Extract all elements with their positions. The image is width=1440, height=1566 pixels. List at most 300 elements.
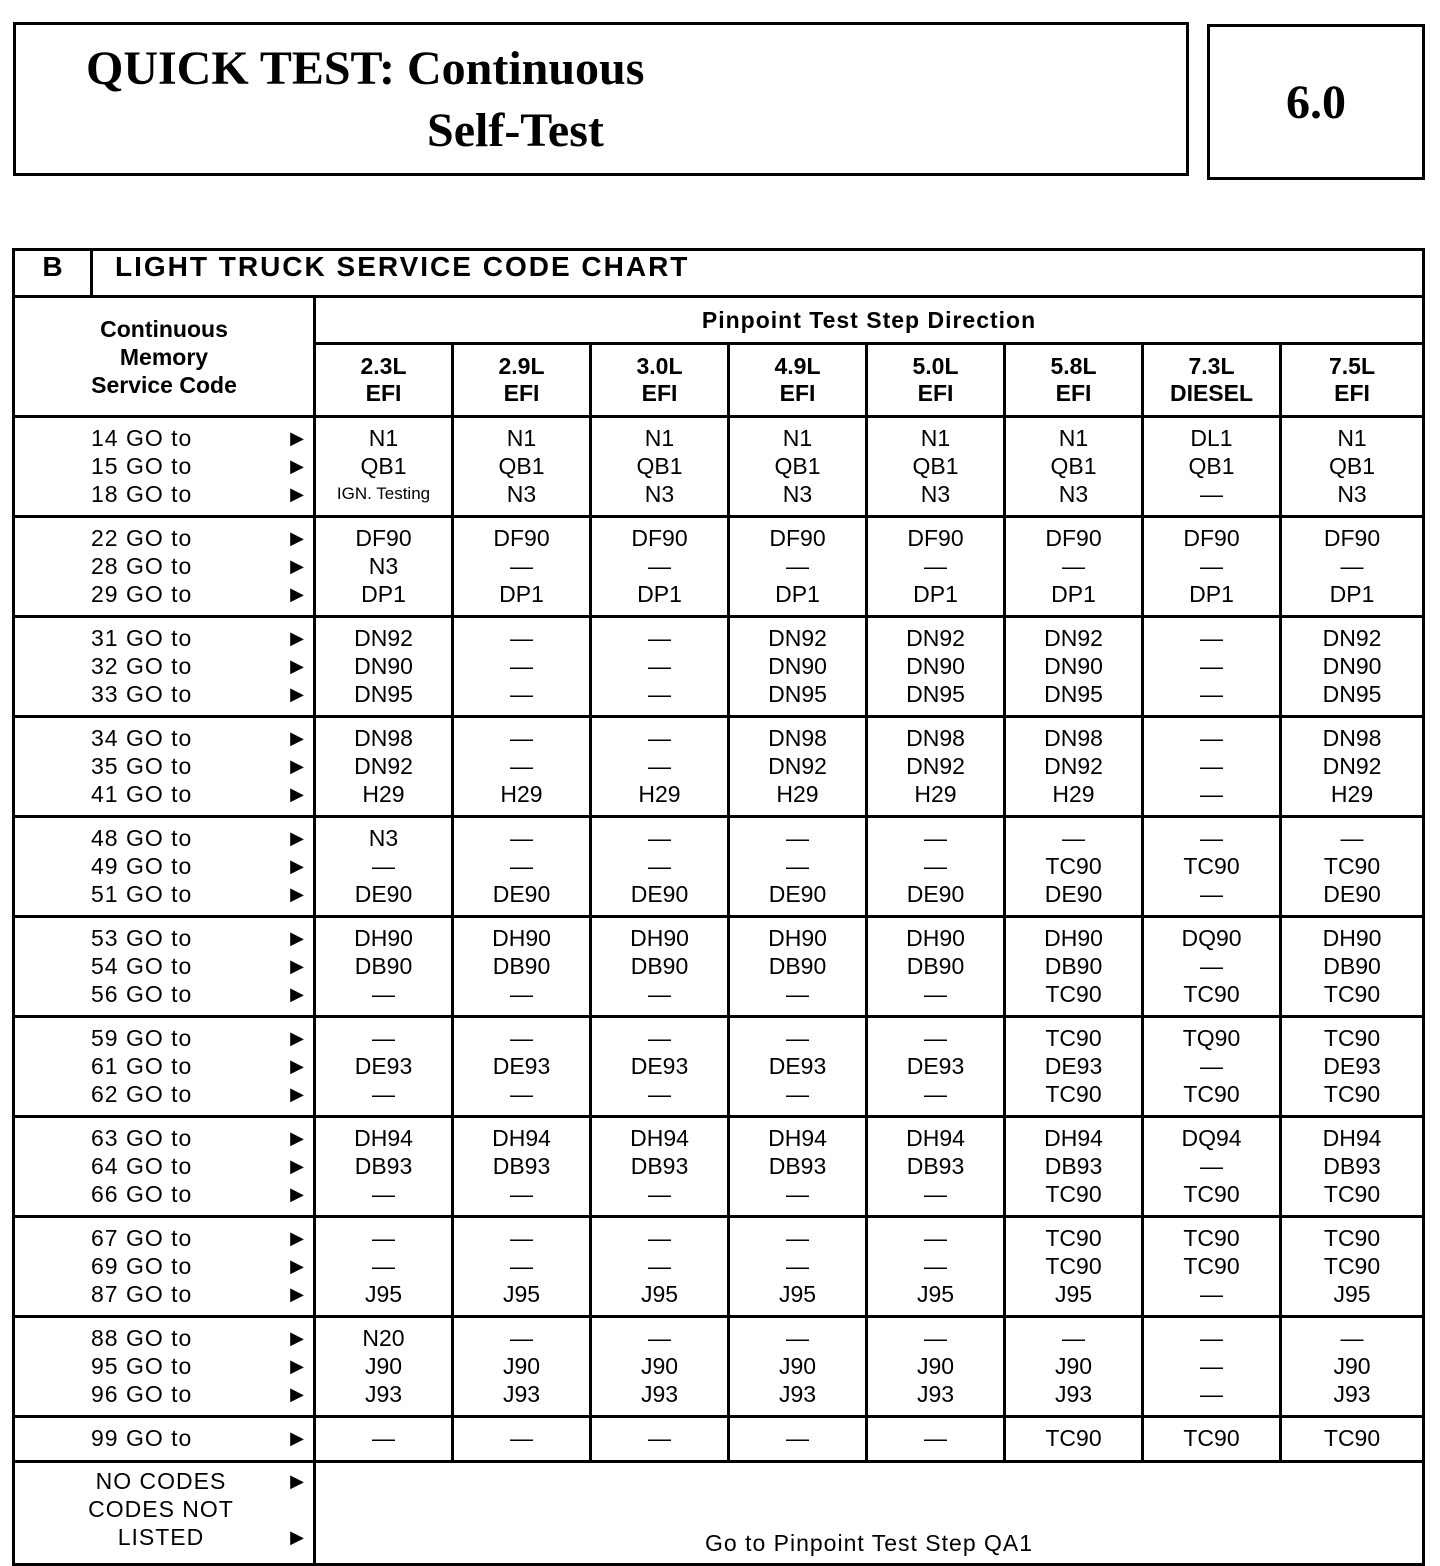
direction-value: — xyxy=(1200,753,1223,779)
direction-value: DE93 xyxy=(492,1053,551,1079)
direction-cell xyxy=(591,617,729,717)
direction-value: J95 xyxy=(364,1281,403,1307)
service-code-label: 41 GO to xyxy=(91,780,193,807)
direction-value: TC90 xyxy=(1183,1225,1240,1251)
engine-header-line: 2.3L xyxy=(360,353,407,379)
service-code-label: 31 GO to xyxy=(91,624,193,651)
direction-cell xyxy=(453,617,591,717)
direction-cell xyxy=(1143,917,1281,1017)
direction-cell xyxy=(453,917,591,1017)
direction-value: TC90 xyxy=(1183,981,1240,1007)
direction-value: N20 xyxy=(362,1325,405,1351)
direction-value: J93 xyxy=(364,1381,403,1407)
direction-value: DF90 xyxy=(355,525,412,551)
code-group-row xyxy=(14,917,1424,1017)
direction-cell xyxy=(1143,717,1281,817)
direction-value: TC90 xyxy=(1323,1425,1381,1451)
service-code-label: 51 GO to xyxy=(91,880,193,907)
service-code-line xyxy=(15,952,305,980)
direction-value: — xyxy=(786,1081,809,1107)
direction-value: — xyxy=(510,1181,533,1207)
direction-cell xyxy=(1281,517,1424,617)
direction-cell xyxy=(453,517,591,617)
direction-cell xyxy=(1281,917,1424,1017)
direction-cell xyxy=(453,817,591,917)
direction-value: DB93 xyxy=(1044,1153,1103,1179)
direction-cell xyxy=(729,717,867,817)
direction-value: QB1 xyxy=(912,453,959,479)
direction-cell xyxy=(453,1017,591,1117)
service-code-line xyxy=(15,1380,305,1408)
service-code-cell xyxy=(14,617,315,717)
arrow-right-icon: ▶ xyxy=(290,827,305,848)
direction-value: — xyxy=(1340,553,1364,579)
direction-cell xyxy=(729,1317,867,1417)
service-code-line xyxy=(15,680,305,708)
direction-value: DB90 xyxy=(630,953,689,979)
direction-cell xyxy=(1143,1417,1281,1462)
direction-value: — xyxy=(1062,825,1085,851)
direction-value: DP1 xyxy=(499,581,544,607)
direction-value: — xyxy=(1200,553,1223,579)
arrow-right-icon: ▶ xyxy=(290,1155,305,1176)
direction-value: DB90 xyxy=(1323,953,1381,979)
direction-value: DQ94 xyxy=(1181,1125,1242,1151)
direction-value: — xyxy=(924,1325,947,1351)
direction-value: DQ90 xyxy=(1181,925,1242,951)
arrow-right-icon: ▶ xyxy=(290,527,305,548)
direction-value: DH90 xyxy=(1044,925,1103,951)
arrow-right-icon: ▶ xyxy=(290,1055,305,1076)
direction-cell xyxy=(591,1317,729,1417)
direction-value: — xyxy=(1200,881,1223,907)
engine-header-line: EFI xyxy=(365,380,402,406)
direction-value: — xyxy=(786,1181,809,1207)
direction-cell xyxy=(453,1317,591,1417)
direction-cell xyxy=(1005,1417,1143,1462)
no-codes-cell xyxy=(14,1462,315,1565)
direction-cell xyxy=(591,917,729,1017)
arrow-right-icon: ▶ xyxy=(290,883,305,904)
direction-cell xyxy=(315,817,453,917)
direction-cell xyxy=(867,1017,1005,1117)
direction-cell xyxy=(315,1217,453,1317)
direction-value: J93 xyxy=(1054,1381,1093,1407)
direction-cell xyxy=(1281,417,1424,517)
direction-value: DB93 xyxy=(1323,1153,1381,1179)
direction-value: DE93 xyxy=(768,1053,827,1079)
service-code-label: 69 GO to xyxy=(91,1252,193,1279)
code-group-row xyxy=(14,1317,1424,1417)
arrow-right-icon: ▶ xyxy=(290,1027,305,1048)
direction-value: TC90 xyxy=(1045,1253,1102,1279)
direction-cell xyxy=(729,1117,867,1217)
direction-value: H29 xyxy=(914,781,957,807)
direction-value: TC90 xyxy=(1045,853,1102,879)
service-code-label: 87 GO to xyxy=(91,1280,193,1307)
direction-value: DN98 xyxy=(1044,725,1103,751)
no-codes-line xyxy=(15,1467,305,1495)
direction-value: DH94 xyxy=(492,1125,551,1151)
service-code-label: 66 GO to xyxy=(91,1180,193,1207)
memory-code-header xyxy=(14,297,315,417)
direction-value: — xyxy=(510,981,533,1007)
direction-cell xyxy=(1005,717,1143,817)
direction-cell xyxy=(729,617,867,717)
service-code-label: 22 GO to xyxy=(91,524,193,551)
direction-value: — xyxy=(924,853,947,879)
direction-value: J93 xyxy=(778,1381,817,1407)
direction-cell xyxy=(1005,1217,1143,1317)
service-code-line xyxy=(15,1280,305,1308)
no-codes-label: CODES NOT xyxy=(88,1495,234,1522)
direction-value: N1 xyxy=(1058,425,1089,451)
direction-value: — xyxy=(648,1081,671,1107)
arrow-right-icon: ▶ xyxy=(290,1355,305,1376)
engine-header xyxy=(729,344,867,417)
direction-value: — xyxy=(1200,953,1223,979)
direction-value: TC90 xyxy=(1045,1425,1102,1451)
direction-value: H29 xyxy=(638,781,681,807)
service-code-cell xyxy=(14,1117,315,1217)
direction-value: — xyxy=(510,725,533,751)
service-code-cell xyxy=(14,817,315,917)
direction-value: DN92 xyxy=(906,625,965,651)
direction-value: DN95 xyxy=(1044,681,1103,707)
service-code-label: 99 GO to xyxy=(91,1424,193,1451)
no-codes-line xyxy=(15,1495,305,1523)
direction-cell xyxy=(591,517,729,617)
direction-value: DN98 xyxy=(354,725,413,751)
direction-value: J93 xyxy=(502,1381,541,1407)
direction-value: — xyxy=(1200,1281,1223,1307)
direction-value: J90 xyxy=(502,1353,541,1379)
direction-value: — xyxy=(1200,481,1223,507)
direction-cell xyxy=(1143,1017,1281,1117)
engine-header xyxy=(315,344,453,417)
direction-value: TC90 xyxy=(1183,853,1240,879)
direction-value: QB1 xyxy=(1329,453,1376,479)
direction-cell xyxy=(729,517,867,617)
engine-header xyxy=(591,344,729,417)
direction-value: DH94 xyxy=(768,1125,827,1151)
no-codes-direction: Go to Pinpoint Test Step QA1 xyxy=(315,1462,1424,1565)
no-codes-label: NO CODES xyxy=(95,1467,227,1494)
direction-cell xyxy=(315,717,453,817)
direction-value: — xyxy=(648,1253,671,1279)
direction-value: N1 xyxy=(920,425,951,451)
direction-value: — xyxy=(648,825,671,851)
service-code-label: 53 GO to xyxy=(91,924,193,951)
service-code-line xyxy=(15,1080,305,1108)
direction-cell xyxy=(1005,1117,1143,1217)
direction-cell xyxy=(453,417,591,517)
service-code-line xyxy=(15,424,305,452)
direction-value: QB1 xyxy=(360,453,407,479)
direction-value: — xyxy=(648,653,671,679)
direction-value: DB90 xyxy=(768,953,827,979)
service-code-label: 15 GO to xyxy=(91,452,193,479)
direction-cell xyxy=(591,1117,729,1217)
direction-value: DH94 xyxy=(354,1125,413,1151)
service-code-line xyxy=(15,1224,305,1252)
arrow-right-icon: ▶ xyxy=(290,783,305,804)
engine-header-line: EFI xyxy=(1055,380,1092,406)
engine-header xyxy=(1281,344,1424,417)
direction-value: DE90 xyxy=(630,881,689,907)
code-group-row xyxy=(14,517,1424,617)
direction-header: Pinpoint Test Step Direction xyxy=(315,297,1424,344)
no-codes-label: LISTED xyxy=(117,1523,205,1550)
direction-value: J90 xyxy=(364,1353,403,1379)
service-code-line xyxy=(15,752,305,780)
service-code-label: 48 GO to xyxy=(91,824,193,851)
direction-value: H29 xyxy=(1052,781,1095,807)
direction-value: DH90 xyxy=(906,925,965,951)
direction-cell xyxy=(867,1217,1005,1317)
direction-value: DH90 xyxy=(768,925,827,951)
direction-value: TC90 xyxy=(1045,981,1102,1007)
direction-cell xyxy=(1005,617,1143,717)
direction-cell xyxy=(867,717,1005,817)
direction-value: DH90 xyxy=(354,925,413,951)
engine-header xyxy=(1143,344,1281,417)
service-code-label: 49 GO to xyxy=(91,852,193,879)
direction-value: TC90 xyxy=(1323,1253,1381,1279)
direction-value: — xyxy=(1340,825,1364,851)
direction-value: — xyxy=(372,853,395,879)
service-code-line xyxy=(15,1052,305,1080)
direction-value: J90 xyxy=(1054,1353,1093,1379)
direction-cell xyxy=(453,1117,591,1217)
arrow-right-icon: ▶ xyxy=(290,1183,305,1204)
section-number: 6.0 xyxy=(1286,75,1346,129)
arrow-right-icon: ▶ xyxy=(290,655,305,676)
direction-value: — xyxy=(786,553,809,579)
arrow-right-icon: ▶ xyxy=(290,855,305,876)
arrow-right-icon: ▶ xyxy=(290,555,305,576)
direction-value: QB1 xyxy=(1050,453,1097,479)
service-code-label: 29 GO to xyxy=(91,580,193,607)
service-code-line xyxy=(15,1152,305,1180)
direction-cell xyxy=(315,617,453,717)
code-group-row xyxy=(14,417,1424,517)
direction-cell xyxy=(867,917,1005,1017)
direction-value: DE90 xyxy=(1044,881,1103,907)
direction-value: TC90 xyxy=(1323,853,1381,879)
direction-value: N3 xyxy=(368,825,399,851)
direction-value: — xyxy=(510,653,533,679)
direction-cell xyxy=(1143,1317,1281,1417)
direction-value: J95 xyxy=(502,1281,541,1307)
service-code-cell xyxy=(14,1017,315,1117)
direction-value: — xyxy=(786,981,809,1007)
service-code-line xyxy=(15,980,305,1008)
service-code-label: 18 GO to xyxy=(91,480,193,507)
direction-value: DN98 xyxy=(906,725,965,751)
direction-value: N3 xyxy=(1337,481,1367,507)
direction-value: — xyxy=(1200,725,1223,751)
direction-value: — xyxy=(1200,681,1223,707)
arrow-right-icon: ▶ xyxy=(290,683,305,704)
direction-value: — xyxy=(1200,825,1223,851)
service-code-label: 32 GO to xyxy=(91,652,193,679)
service-code-line xyxy=(15,524,305,552)
code-group-row xyxy=(14,717,1424,817)
code-group-row xyxy=(14,817,1424,917)
title-box xyxy=(13,22,1189,176)
direction-cell xyxy=(1005,417,1143,517)
direction-cell xyxy=(453,717,591,817)
engine-header-line: EFI xyxy=(917,380,954,406)
direction-cell xyxy=(867,517,1005,617)
direction-value: — xyxy=(648,1025,671,1051)
arrow-right-icon: ▶ xyxy=(290,755,305,776)
direction-value: N3 xyxy=(644,481,675,507)
direction-value: — xyxy=(372,1181,395,1207)
direction-value: — xyxy=(372,981,395,1007)
service-code-label: 63 GO to xyxy=(91,1124,193,1151)
direction-value: TC90 xyxy=(1323,1081,1381,1107)
direction-value: J93 xyxy=(916,1381,955,1407)
direction-value: — xyxy=(924,553,947,579)
direction-value: DN90 xyxy=(906,653,965,679)
direction-value: J95 xyxy=(916,1281,955,1307)
service-code-label: 59 GO to xyxy=(91,1024,193,1051)
direction-value: DE93 xyxy=(906,1053,965,1079)
direction-value: — xyxy=(648,553,671,579)
service-code-line xyxy=(15,924,305,952)
direction-value: — xyxy=(1340,1325,1364,1351)
arrow-right-icon: ▶ xyxy=(290,1526,305,1547)
direction-cell xyxy=(591,417,729,517)
arrow-right-icon: ▶ xyxy=(290,1327,305,1348)
arrow-right-icon: ▶ xyxy=(290,1083,305,1104)
engine-header-line: 4.9L xyxy=(774,353,821,379)
arrow-right-icon: ▶ xyxy=(290,1427,305,1448)
engine-header-line: 5.8L xyxy=(1050,353,1097,379)
direction-value: — xyxy=(786,1253,809,1279)
direction-value: DN98 xyxy=(1322,725,1382,751)
direction-value: — xyxy=(1200,1353,1223,1379)
direction-value: — xyxy=(648,681,671,707)
direction-value: TC90 xyxy=(1323,1181,1381,1207)
engine-header xyxy=(867,344,1005,417)
engine-header-line: 5.0L xyxy=(912,353,959,379)
direction-value: H29 xyxy=(1330,781,1374,807)
direction-value: DP1 xyxy=(775,581,820,607)
direction-value: — xyxy=(372,1225,395,1251)
service-code-line xyxy=(15,1024,305,1052)
direction-value: J90 xyxy=(778,1353,817,1379)
engine-header-line: 3.0L xyxy=(636,353,683,379)
direction-cell xyxy=(867,1317,1005,1417)
arrow-right-icon: ▶ xyxy=(290,1227,305,1248)
direction-value: DN92 xyxy=(354,625,413,651)
direction-value: J93 xyxy=(1333,1381,1371,1407)
engine-header-line: EFI xyxy=(641,380,678,406)
direction-cell xyxy=(1281,1017,1424,1117)
direction-value: DN92 xyxy=(1322,625,1382,651)
service-code-cell xyxy=(14,417,315,517)
direction-value: DB90 xyxy=(906,953,965,979)
direction-value: DP1 xyxy=(637,581,682,607)
direction-value: TC90 xyxy=(1323,1225,1381,1251)
direction-value: DN90 xyxy=(354,653,413,679)
direction-cell xyxy=(1143,1217,1281,1317)
direction-value: DE93 xyxy=(354,1053,413,1079)
direction-value: DE90 xyxy=(906,881,965,907)
direction-value: J90 xyxy=(640,1353,679,1379)
direction-value: DB93 xyxy=(906,1153,965,1179)
direction-value: DN90 xyxy=(768,653,827,679)
direction-value: DB93 xyxy=(768,1153,827,1179)
direction-value: — xyxy=(510,553,533,579)
direction-value: N1 xyxy=(644,425,675,451)
direction-value: — xyxy=(786,1425,809,1451)
direction-value: N3 xyxy=(506,481,537,507)
direction-cell xyxy=(591,817,729,917)
direction-cell xyxy=(867,817,1005,917)
direction-value: DN92 xyxy=(1322,753,1382,779)
direction-cell xyxy=(315,917,453,1017)
service-code-label: 61 GO to xyxy=(91,1052,193,1079)
engine-header-line: EFI xyxy=(503,380,540,406)
service-code-line xyxy=(15,780,305,808)
direction-value: N3 xyxy=(1058,481,1089,507)
direction-value: TC90 xyxy=(1045,1181,1102,1207)
direction-cell xyxy=(453,1217,591,1317)
arrow-right-icon: ▶ xyxy=(290,1383,305,1404)
arrow-right-icon: ▶ xyxy=(290,455,305,476)
direction-cell xyxy=(591,1217,729,1317)
direction-cell xyxy=(729,817,867,917)
direction-value: DN90 xyxy=(1322,653,1382,679)
code-group-row xyxy=(14,617,1424,717)
direction-value: DP1 xyxy=(913,581,958,607)
service-code-cell xyxy=(14,1217,315,1317)
direction-value: TC90 xyxy=(1045,1081,1102,1107)
direction-cell xyxy=(867,1117,1005,1217)
direction-cell xyxy=(729,1017,867,1117)
code-group-row xyxy=(14,1217,1424,1317)
direction-value: TC90 xyxy=(1323,1025,1381,1051)
page-title-line2: Self-Test xyxy=(427,104,604,157)
direction-value: DP1 xyxy=(1329,581,1375,607)
direction-value: — xyxy=(786,825,809,851)
direction-value: — xyxy=(372,1081,395,1107)
direction-value: N1 xyxy=(368,425,399,451)
direction-value: J95 xyxy=(778,1281,817,1307)
direction-value: J90 xyxy=(1333,1353,1371,1379)
direction-cell xyxy=(591,717,729,817)
direction-cell xyxy=(729,917,867,1017)
direction-value: — xyxy=(924,1225,947,1251)
arrow-right-icon: ▶ xyxy=(290,427,305,448)
arrow-right-icon: ▶ xyxy=(290,1127,305,1148)
direction-cell xyxy=(591,1417,729,1462)
service-code-line xyxy=(15,552,305,580)
service-code-line xyxy=(15,652,305,680)
service-code-label: 35 GO to xyxy=(91,752,193,779)
direction-value: TQ90 xyxy=(1182,1025,1241,1051)
direction-value: J93 xyxy=(640,1381,679,1407)
service-code-label: 56 GO to xyxy=(91,980,193,1007)
direction-value: DB90 xyxy=(492,953,551,979)
direction-value: DH90 xyxy=(630,925,689,951)
direction-value: N3 xyxy=(368,553,399,579)
service-code-label: 28 GO to xyxy=(91,552,193,579)
